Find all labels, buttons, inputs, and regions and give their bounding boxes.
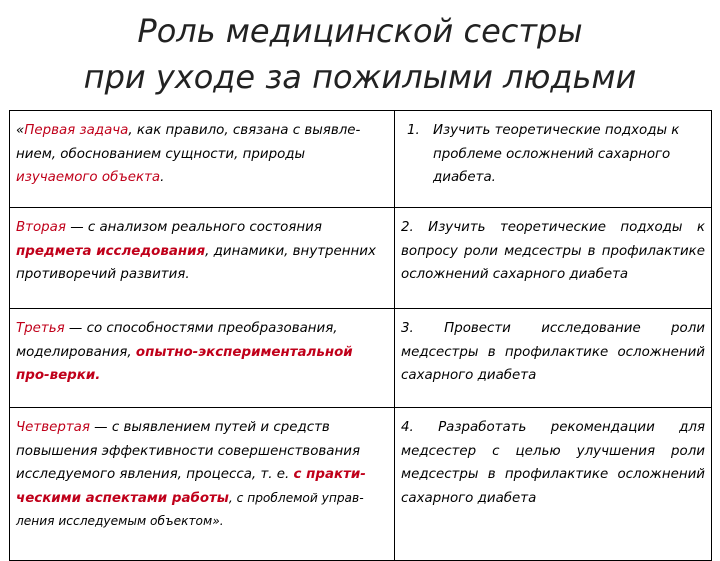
table-cell-left [10, 408, 395, 561]
cell-text: — со способностями преобразования, моделирования, [16, 321, 338, 360]
cell-text: . [160, 170, 165, 185]
highlight-term: Первая задача [24, 123, 129, 138]
cell-text: 3. Провести исследование роли медсестры в профилактике осложнений сахарного диабета [401, 321, 705, 383]
cell-text: , с проблемой управ-ления исследуемым объектом». [16, 490, 364, 528]
table-cell-left [10, 208, 395, 309]
table-row [10, 111, 712, 208]
page-title [0, 8, 720, 100]
table-cell-left [10, 309, 395, 408]
cell-text: Изучить теоретические подходы к проблеме осложнений сахарного диабета. [433, 123, 680, 185]
table-row [10, 408, 712, 561]
title-line-2: при уходе за пожилыми людьми [83, 58, 637, 96]
highlight-term: с практи-ческими аспектами работы [16, 467, 366, 506]
highlight-term: Четвертая [16, 420, 90, 435]
title-line-1: Роль медицинской сестры [137, 12, 583, 50]
open-quote: « [16, 123, 25, 138]
table-cell-right [395, 408, 712, 561]
highlight-term: Третья [16, 321, 65, 336]
list-number: 1. [407, 123, 420, 138]
table-cell-right [395, 309, 712, 408]
table-cell-right [395, 111, 712, 208]
table-row [10, 309, 712, 408]
cell-text: 4. Разработать рекомендации для медсестер с целью улучшения роли медсестры в профилактике осложнений сахарного диабета [401, 420, 705, 506]
table-cell-right [395, 208, 712, 309]
tasks-table [9, 110, 712, 561]
cell-text: — с анализом реального состояния [65, 220, 322, 235]
cell-text: , как правило, связана с выявле-нием, обоснованием сущности, природы [16, 123, 361, 162]
table-row [10, 208, 712, 309]
table-cell-left [10, 111, 395, 208]
cell-text: , динамики, внутренних противоречий развития. [16, 243, 376, 282]
cell-text: — с выявлением путей и средств повышения эффективности совершенствования исследуемого явления, процесса, т. е. [16, 420, 360, 482]
cell-text: 2. Изучить теоретические подходы к вопросу роли медсестры в профилактике осложнений сахарного диабета [401, 220, 705, 282]
highlight-term: предмета исследования [16, 243, 206, 259]
highlight-term: опытно-экспериментальной про-верки. [16, 344, 353, 383]
highlight-term: Вторая [16, 220, 66, 235]
highlight-term: изучаемого объекта [16, 170, 161, 185]
